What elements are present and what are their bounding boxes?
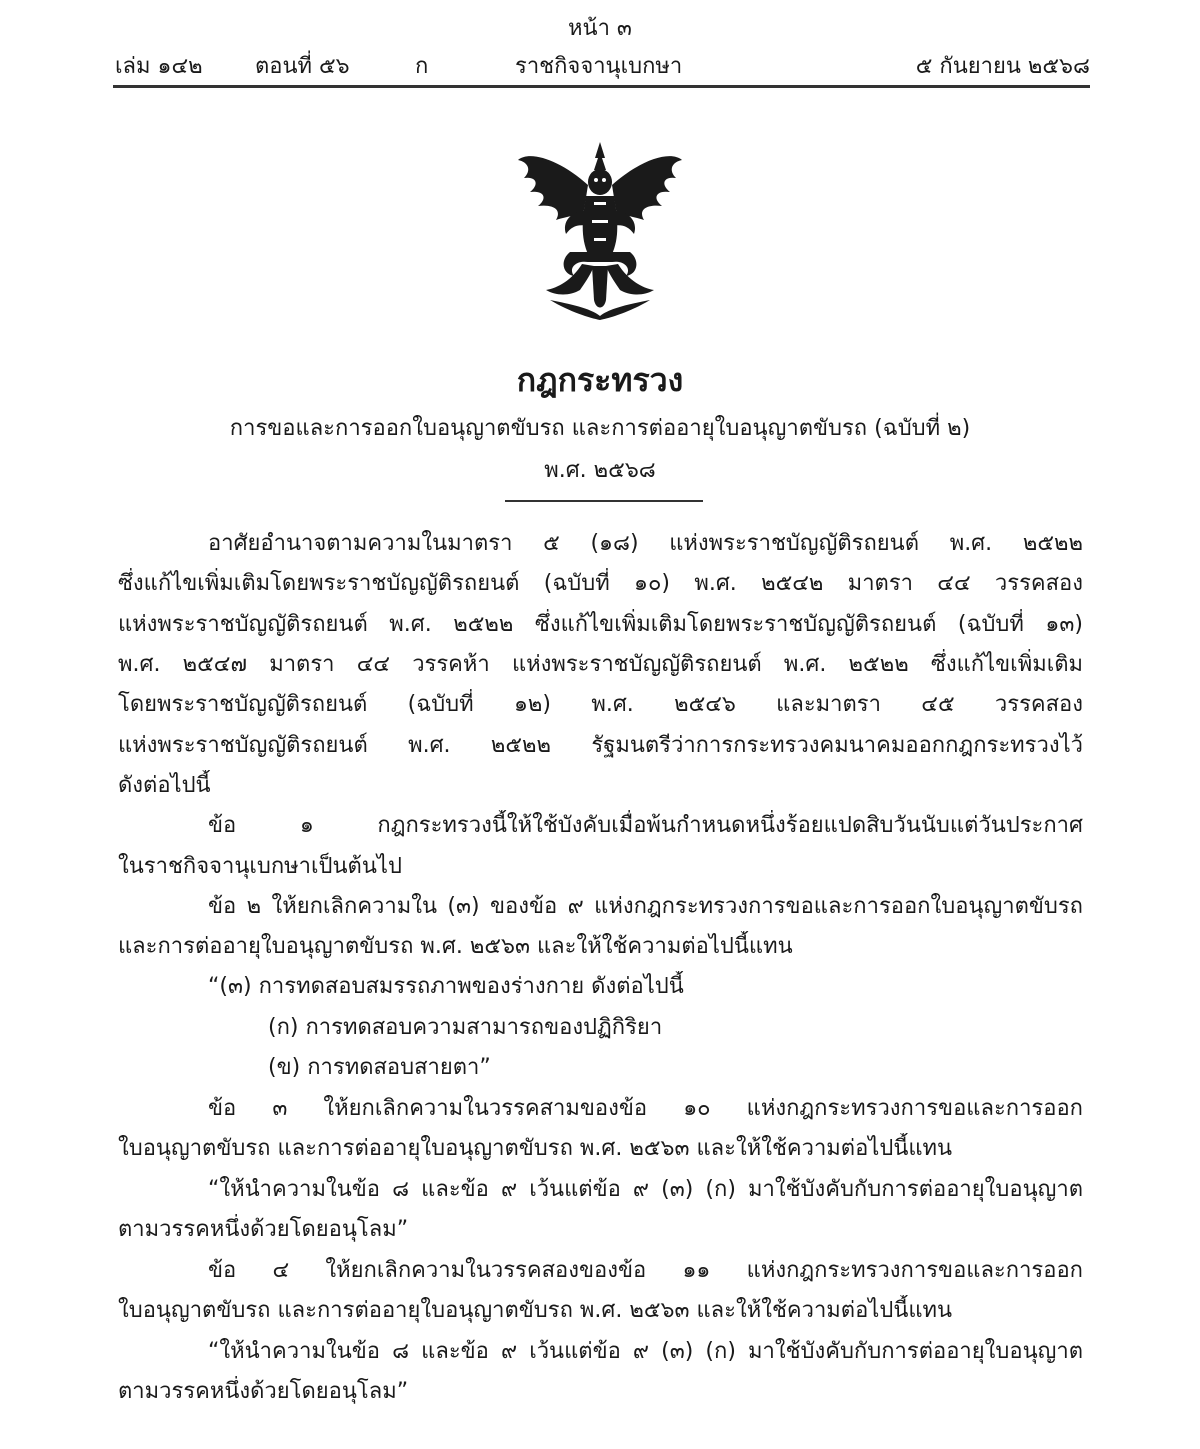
clause-4-line: ใบอนุญาตขับรถ และการต่ออายุใบอนุญาตขับรถ พ.ศ. ๒๕๖๓ และให้ใช้ความต่อไปนี้แทน (118, 1298, 953, 1323)
clause-4-quote: “ให้นำความในข้อ ๘ และข้อ ๙ เว้นแต่ข้อ ๙ (๓) (ก) มาใช้บังคับกับการต่ออายุใบอนุญาต (208, 1339, 1083, 1364)
clause-3-quote: ตามวรรคหนึ่งด้วยโดยอนุโลม” (118, 1217, 409, 1242)
title-divider (505, 500, 703, 502)
clause-3-quote: “ให้นำความในข้อ ๘ และข้อ ๙ เว้นแต่ข้อ ๙ (๓) (ก) มาใช้บังคับกับการต่ออายุใบอนุญาต (208, 1177, 1083, 1202)
garuda-emblem-icon (510, 140, 690, 320)
clause-1-line: ข้อ ๑ กฎกระทรวงนี้ให้ใช้บังคับเมื่อพ้นกำหนดหนึ่งร้อยแปดสิบวันนับแต่วันประกาศ (208, 813, 1083, 838)
clause-2-item-b: (ข) การทดสอบสายตา” (268, 1055, 491, 1080)
clause-3-line: ข้อ ๓ ให้ยกเลิกความในวรรคสามของข้อ ๑๐ แห่งกฎกระทรวงการขอและการออก (208, 1096, 1083, 1121)
clause-2-quote: “(๓) การทดสอบสมรรถภาพของร่างกาย ดังต่อไปนี้ (208, 974, 684, 999)
body-line: ดังต่อไปนี้ (118, 773, 211, 798)
body-line: อาศัยอำนาจตามความในมาตรา ๕ (๑๘) แห่งพระราชบัญญัติรถยนต์ พ.ศ. ๒๕๒๒ (208, 531, 1083, 556)
clause-2-line: ข้อ ๒ ให้ยกเลิกความใน (๓) ของข้อ ๙ แห่งกฎกระทรวงการขอและการออกใบอนุญาตขับรถ (208, 894, 1083, 919)
page-number: หน้า ๓ (568, 16, 632, 41)
body-line: พ.ศ. ๒๕๔๗ มาตรา ๔๔ วรรคห้า แห่งพระราชบัญญัติรถยนต์ พ.ศ. ๒๕๒๒ ซึ่งแก้ไขเพิ่มเติม (118, 652, 1083, 677)
clause-1-line: ในราชกิจจานุเบกษาเป็นต้นไป (118, 854, 402, 879)
document-year: พ.ศ. ๒๕๖๘ (544, 458, 656, 483)
clause-2-item-a: (ก) การทดสอบความสามารถของปฏิกิริยา (268, 1015, 663, 1040)
gazette-header (115, 48, 1090, 82)
clause-3-line: ใบอนุญาตขับรถ และการต่ออายุใบอนุญาตขับรถ พ.ศ. ๒๕๖๓ และให้ใช้ความต่อไปนี้แทน (118, 1136, 953, 1161)
gazette-name: ราชกิจจานุเบกษา (515, 54, 683, 79)
document-subtitle: การขอและการออกใบอนุญาตขับรถ และการต่ออายุใบอนุญาตขับรถ (ฉบับที่ ๒) (229, 416, 971, 441)
body-line: ซึ่งแก้ไขเพิ่มเติมโดยพระราชบัญญัติรถยนต์ (ฉบับที่ ๑๐) พ.ศ. ๒๕๔๒ มาตรา ๔๔ วรรคสอง (118, 571, 1083, 596)
body-line: โดยพระราชบัญญัติรถยนต์ (ฉบับที่ ๑๒) พ.ศ. ๒๕๔๖ และมาตรา ๔๕ วรรคสอง (118, 692, 1083, 717)
clause-2-line: และการต่ออายุใบอนุญาตขับรถ พ.ศ. ๒๕๖๓ และให้ใช้ความต่อไปนี้แทน (118, 934, 793, 959)
issue-label: ตอนที่ ๕๖ (255, 54, 350, 79)
volume-label: เล่ม ๑๔๒ (115, 54, 203, 79)
clause-4-quote: ตามวรรคหนึ่งด้วยโดยอนุโลม” (118, 1379, 409, 1404)
document-title: กฎกระทรวง (516, 361, 684, 399)
publication-date: ๕ กันยายน ๒๕๖๘ (915, 54, 1090, 79)
body-line: แห่งพระราชบัญญัติรถยนต์ พ.ศ. ๒๕๒๒ รัฐมนตรีว่าการกระทรวงคมนาคมออกกฎกระทรวงไว้ (118, 733, 1083, 758)
header-divider (113, 85, 1090, 88)
clause-4-line: ข้อ ๔ ให้ยกเลิกความในวรรคสองของข้อ ๑๑ แห่งกฎกระทรวงการขอและการออก (208, 1258, 1083, 1283)
body-line: แห่งพระราชบัญญัติรถยนต์ พ.ศ. ๒๕๒๒ ซึ่งแก้ไขเพิ่มเติมโดยพระราชบัญญัติรถยนต์ (ฉบับที่ ๑๓) (118, 612, 1083, 637)
section-label: ก (415, 54, 429, 79)
